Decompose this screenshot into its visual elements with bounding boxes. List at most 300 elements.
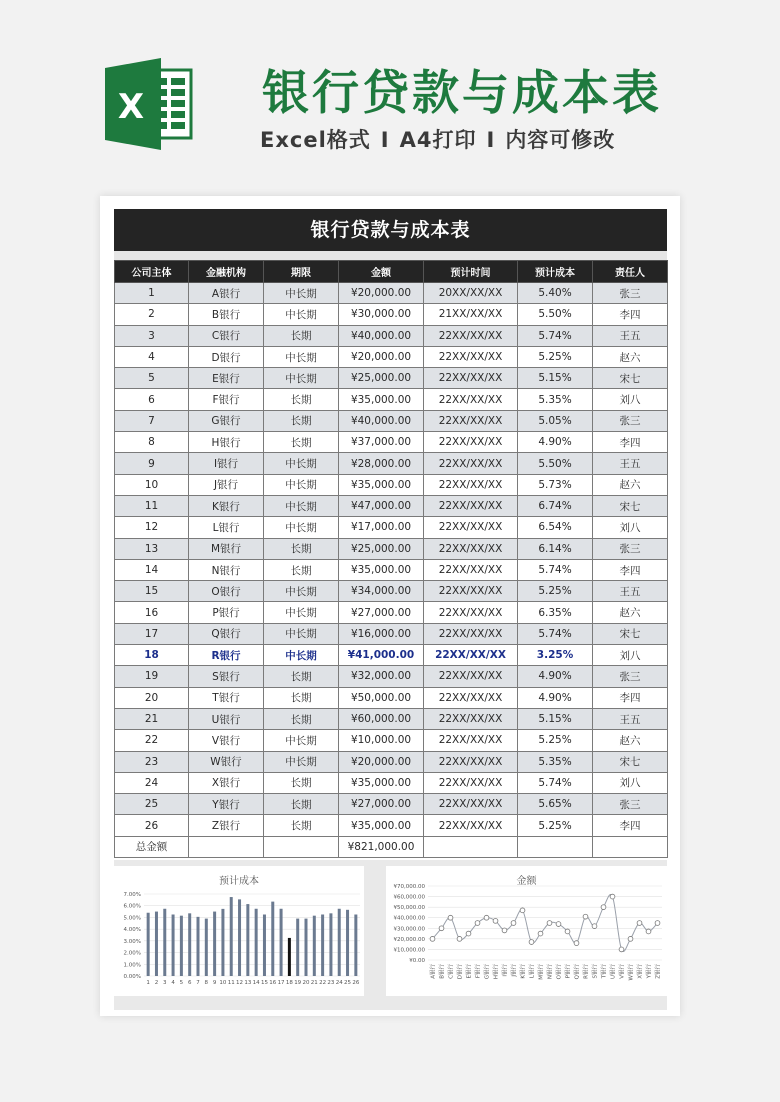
cell-cost[interactable]: 6.74% [518, 495, 593, 516]
cell-cost[interactable]: 4.90% [518, 687, 593, 708]
cell-cost[interactable]: 5.35% [518, 751, 593, 772]
cell-cost[interactable]: 5.15% [518, 708, 593, 729]
data-point[interactable] [484, 915, 489, 920]
cell-term[interactable]: 长期 [264, 325, 339, 346]
cell-cost[interactable]: 5.50% [518, 453, 593, 474]
bar[interactable] [197, 917, 200, 976]
x-tick-label: 3 [163, 980, 167, 986]
cell-date[interactable]: 20XX/XX/XX [424, 283, 518, 304]
cell-person[interactable]: 王五 [593, 708, 668, 729]
bar[interactable] [346, 910, 349, 976]
x-tick-label: A银行 [430, 964, 437, 979]
bar[interactable] [280, 909, 283, 976]
cell-bank[interactable]: P银行 [189, 602, 264, 623]
cell-amount[interactable]: ¥10,000.00 [339, 730, 424, 751]
cell-date[interactable]: 22XX/XX/XX [424, 517, 518, 538]
cell-bank[interactable]: S银行 [189, 666, 264, 687]
cell-id[interactable]: 9 [115, 453, 189, 474]
cell-date[interactable]: 22XX/XX/XX [424, 538, 518, 559]
cell-date[interactable]: 22XX/XX/XX [424, 495, 518, 516]
x-tick-label: 9 [212, 980, 217, 986]
cell-amount[interactable]: ¥60,000.00 [339, 708, 424, 729]
cell-term[interactable]: 中长期 [264, 581, 339, 602]
cell-bank[interactable]: D银行 [189, 346, 264, 367]
x-tick-label: 26 [352, 980, 360, 986]
cell-bank[interactable]: E银行 [189, 368, 264, 389]
x-tick-label: 16 [269, 980, 277, 986]
bar[interactable] [180, 916, 183, 976]
cell-person[interactable]: 王五 [593, 581, 668, 602]
data-point[interactable] [592, 924, 597, 929]
cell-term[interactable]: 中长期 [264, 495, 339, 516]
cell-cost[interactable]: 5.74% [518, 772, 593, 793]
cell-bank[interactable]: G银行 [189, 410, 264, 431]
cell-cost[interactable]: 5.40% [518, 283, 593, 304]
x-tick-label: N银行 [547, 964, 554, 980]
cell-cost[interactable]: 5.35% [518, 389, 593, 410]
svg-text:X: X [117, 87, 145, 127]
cell-date[interactable]: 22XX/XX/XX [424, 325, 518, 346]
cell-date[interactable]: 22XX/XX/XX [424, 453, 518, 474]
x-tick-label: C银行 [448, 964, 455, 979]
data-point[interactable] [556, 922, 561, 927]
cell-term[interactable]: 中长期 [264, 368, 339, 389]
cell-term[interactable]: 中长期 [264, 517, 339, 538]
cell-id[interactable]: 26 [115, 815, 189, 836]
cell-id[interactable]: 22 [115, 730, 189, 751]
data-point[interactable] [448, 915, 453, 920]
cell-bank[interactable]: Z银行 [189, 815, 264, 836]
data-point[interactable] [574, 941, 579, 946]
total-amount[interactable]: ¥821,000.00 [339, 836, 424, 857]
x-tick-label: I银行 [502, 964, 509, 977]
cell-amount[interactable]: ¥34,000.00 [339, 581, 424, 602]
cell-person[interactable]: 刘八 [593, 389, 668, 410]
table-row [115, 453, 668, 474]
cell-amount[interactable]: ¥27,000.00 [339, 794, 424, 815]
cell-person[interactable]: 赵六 [593, 474, 668, 495]
column-header: 预计时间 [424, 261, 518, 283]
cell-person[interactable]: 赵六 [593, 730, 668, 751]
data-point[interactable] [619, 947, 624, 952]
cell-term[interactable]: 长期 [264, 815, 339, 836]
empty-cell[interactable] [593, 836, 668, 857]
cell-person[interactable]: 刘八 [593, 517, 668, 538]
cell-date[interactable]: 22XX/XX/XX [424, 815, 518, 836]
cell-term[interactable]: 长期 [264, 410, 339, 431]
cell-bank[interactable]: M银行 [189, 538, 264, 559]
cell-cost[interactable]: 5.25% [518, 730, 593, 751]
cell-cost[interactable]: 5.25% [518, 815, 593, 836]
x-tick-label: 11 [227, 980, 235, 986]
cell-id[interactable]: 10 [115, 474, 189, 495]
bar[interactable] [263, 915, 266, 977]
cell-amount[interactable]: ¥37,000.00 [339, 432, 424, 453]
bar[interactable] [155, 912, 158, 976]
data-point[interactable] [466, 931, 471, 936]
cell-id[interactable]: 7 [115, 410, 189, 431]
cell-id[interactable]: 14 [115, 559, 189, 580]
bar[interactable] [213, 912, 216, 976]
bar[interactable] [296, 919, 299, 976]
data-point[interactable] [583, 914, 588, 919]
cell-cost[interactable]: 3.25% [518, 645, 593, 666]
cell-person[interactable]: 张三 [593, 666, 668, 687]
cell-amount[interactable]: ¥20,000.00 [339, 346, 424, 367]
bar[interactable] [288, 938, 291, 976]
cell-amount[interactable]: ¥30,000.00 [339, 304, 424, 325]
cell-date[interactable]: 22XX/XX/XX [424, 666, 518, 687]
cell-date[interactable]: 22XX/XX/XX [424, 708, 518, 729]
table-row [115, 772, 668, 793]
cell-date[interactable]: 22XX/XX/XX [424, 389, 518, 410]
cell-bank[interactable]: C银行 [189, 325, 264, 346]
data-point[interactable] [430, 936, 435, 941]
cell-cost[interactable]: 5.50% [518, 304, 593, 325]
x-tick-label: E银行 [466, 964, 473, 979]
bar[interactable] [163, 909, 166, 976]
cell-person[interactable]: 李四 [593, 559, 668, 580]
cell-amount[interactable]: ¥20,000.00 [339, 283, 424, 304]
cell-term[interactable]: 长期 [264, 687, 339, 708]
cell-bank[interactable]: U银行 [189, 708, 264, 729]
empty-cell[interactable] [264, 836, 339, 857]
table-row [115, 602, 668, 623]
cell-id[interactable]: 23 [115, 751, 189, 772]
cell-person[interactable]: 宋七 [593, 623, 668, 644]
cell-amount[interactable]: ¥50,000.00 [339, 687, 424, 708]
cell-cost[interactable]: 4.90% [518, 666, 593, 687]
cell-term[interactable]: 中长期 [264, 645, 339, 666]
cell-date[interactable]: 22XX/XX/XX [424, 410, 518, 431]
cell-date[interactable]: 22XX/XX/XX [424, 474, 518, 495]
cell-term[interactable]: 中长期 [264, 453, 339, 474]
chart-title: 金额 [516, 876, 537, 887]
y-tick-label: ¥20,000.00 [393, 936, 425, 943]
empty-cell[interactable] [189, 836, 264, 857]
cell-date[interactable]: 22XX/XX/XX [424, 751, 518, 772]
cell-person[interactable]: 李四 [593, 815, 668, 836]
cell-bank[interactable]: Y银行 [189, 794, 264, 815]
cell-bank[interactable]: N银行 [189, 559, 264, 580]
cell-bank[interactable]: X银行 [189, 772, 264, 793]
bar[interactable] [205, 919, 208, 976]
cell-term[interactable]: 中长期 [264, 623, 339, 644]
cell-bank[interactable]: T银行 [189, 687, 264, 708]
cell-id[interactable]: 20 [115, 687, 189, 708]
cell-term[interactable]: 中长期 [264, 474, 339, 495]
bar[interactable] [246, 904, 249, 976]
cell-cost[interactable]: 6.35% [518, 602, 593, 623]
cell-cost[interactable]: 5.74% [518, 559, 593, 580]
cell-bank[interactable]: O银行 [189, 581, 264, 602]
cell-person[interactable]: 张三 [593, 538, 668, 559]
cell-term[interactable]: 长期 [264, 389, 339, 410]
data-point[interactable] [547, 921, 552, 926]
cell-id[interactable]: 19 [115, 666, 189, 687]
data-point[interactable] [655, 921, 660, 926]
data-point[interactable] [475, 921, 480, 926]
data-point[interactable] [646, 929, 651, 934]
cell-id[interactable]: 11 [115, 495, 189, 516]
data-point[interactable] [565, 929, 570, 934]
x-tick-label: X银行 [637, 964, 644, 979]
data-point[interactable] [502, 928, 507, 933]
cell-date[interactable]: 22XX/XX/XX [424, 559, 518, 580]
cell-person[interactable]: 张三 [593, 283, 668, 304]
cell-id[interactable]: 17 [115, 623, 189, 644]
spreadsheet-paper [100, 196, 680, 1016]
data-point[interactable] [511, 921, 516, 926]
cell-id[interactable]: 8 [115, 432, 189, 453]
cell-bank[interactable]: R银行 [189, 645, 264, 666]
cell-amount[interactable]: ¥35,000.00 [339, 815, 424, 836]
cell-bank[interactable]: A银行 [189, 283, 264, 304]
cell-term[interactable]: 中长期 [264, 751, 339, 772]
data-point[interactable] [610, 894, 615, 899]
cell-cost[interactable]: 5.15% [518, 368, 593, 389]
table-row [115, 581, 668, 602]
x-tick-label: G银行 [484, 964, 491, 980]
cell-cost[interactable]: 5.25% [518, 581, 593, 602]
table-row [115, 666, 668, 687]
cell-date[interactable]: 22XX/XX/XX [424, 730, 518, 751]
cell-cost[interactable]: 5.74% [518, 623, 593, 644]
cell-date[interactable]: 21XX/XX/XX [424, 304, 518, 325]
cell-amount[interactable]: ¥28,000.00 [339, 453, 424, 474]
cell-cost[interactable]: 5.74% [518, 325, 593, 346]
cell-term[interactable]: 中长期 [264, 283, 339, 304]
cell-bank[interactable]: L银行 [189, 517, 264, 538]
cell-amount[interactable]: ¥35,000.00 [339, 772, 424, 793]
cell-bank[interactable]: Q银行 [189, 623, 264, 644]
cell-date[interactable]: 22XX/XX/XX [424, 432, 518, 453]
table-header-row [115, 261, 668, 283]
cell-bank[interactable]: H银行 [189, 432, 264, 453]
cell-term[interactable]: 中长期 [264, 346, 339, 367]
cell-amount[interactable]: ¥40,000.00 [339, 325, 424, 346]
cell-person[interactable]: 李四 [593, 304, 668, 325]
x-tick-label: B银行 [439, 964, 446, 979]
data-point[interactable] [457, 936, 462, 941]
cell-date[interactable]: 22XX/XX/XX [424, 346, 518, 367]
table-row [115, 368, 668, 389]
x-tick-label: L银行 [529, 964, 536, 979]
cell-person[interactable]: 赵六 [593, 346, 668, 367]
cell-term[interactable]: 中长期 [264, 730, 339, 751]
cell-cost[interactable]: 5.05% [518, 410, 593, 431]
x-tick-label: 14 [252, 980, 260, 986]
empty-cell[interactable] [424, 836, 518, 857]
cell-bank[interactable]: J银行 [189, 474, 264, 495]
cell-id[interactable]: 6 [115, 389, 189, 410]
cell-term[interactable]: 长期 [264, 772, 339, 793]
cell-id[interactable]: 2 [115, 304, 189, 325]
cell-date[interactable]: 22XX/XX/XX [424, 623, 518, 644]
cell-amount[interactable]: ¥17,000.00 [339, 517, 424, 538]
cell-person[interactable]: 王五 [593, 325, 668, 346]
x-tick-label: P银行 [565, 964, 572, 979]
cell-amount[interactable]: ¥41,000.00 [339, 645, 424, 666]
data-point[interactable] [601, 905, 606, 910]
cell-amount[interactable]: ¥35,000.00 [339, 474, 424, 495]
cell-amount[interactable]: ¥40,000.00 [339, 410, 424, 431]
total-row [115, 836, 668, 857]
cell-person[interactable]: 宋七 [593, 751, 668, 772]
banner-subtitle [260, 124, 615, 154]
bar[interactable] [271, 902, 274, 976]
cell-amount[interactable]: ¥32,000.00 [339, 666, 424, 687]
x-tick-label: Z银行 [655, 964, 662, 979]
cell-cost[interactable]: 5.65% [518, 794, 593, 815]
cell-id[interactable]: 21 [115, 708, 189, 729]
cell-bank[interactable]: W银行 [189, 751, 264, 772]
cell-amount[interactable]: ¥20,000.00 [339, 751, 424, 772]
cell-date[interactable]: 22XX/XX/XX [424, 368, 518, 389]
y-tick-label: 1.00% [123, 962, 141, 969]
x-tick-label: 25 [344, 980, 352, 986]
cell-person[interactable]: 王五 [593, 453, 668, 474]
cell-id[interactable]: 3 [115, 325, 189, 346]
bar[interactable] [354, 915, 357, 977]
x-tick-label: 20 [302, 980, 310, 986]
cell-id[interactable]: 25 [115, 794, 189, 815]
cell-bank[interactable]: V银行 [189, 730, 264, 751]
cell-term[interactable]: 长期 [264, 794, 339, 815]
cell-term[interactable]: 长期 [264, 708, 339, 729]
cell-cost[interactable]: 4.90% [518, 432, 593, 453]
cell-amount[interactable]: ¥47,000.00 [339, 495, 424, 516]
bar[interactable] [172, 915, 175, 977]
cell-id[interactable]: 4 [115, 346, 189, 367]
y-tick-label: ¥30,000.00 [393, 926, 425, 933]
cell-cost[interactable]: 5.73% [518, 474, 593, 495]
table-row [115, 410, 668, 431]
bar[interactable] [305, 919, 308, 976]
bar[interactable] [238, 899, 241, 976]
bar[interactable] [313, 916, 316, 976]
x-tick-label: 17 [277, 980, 285, 986]
loan-table [114, 260, 668, 858]
bar[interactable] [338, 909, 341, 976]
cell-date[interactable]: 22XX/XX/XX [424, 687, 518, 708]
cell-id[interactable]: 1 [115, 283, 189, 304]
banner [0, 0, 780, 190]
table-row [115, 815, 668, 836]
cell-cost[interactable]: 6.14% [518, 538, 593, 559]
sheet-title: 银行贷款与成本表 [114, 209, 667, 251]
bar[interactable] [221, 909, 224, 976]
cell-cost[interactable]: 5.25% [518, 346, 593, 367]
data-point[interactable] [538, 931, 543, 936]
data-point[interactable] [628, 936, 633, 941]
x-tick-label: D银行 [457, 964, 464, 980]
cell-person[interactable]: 李四 [593, 432, 668, 453]
data-point[interactable] [529, 940, 534, 945]
cell-amount[interactable]: ¥16,000.00 [339, 623, 424, 644]
column-header: 公司主体 [115, 261, 189, 283]
y-tick-label: 7.00% [123, 892, 141, 898]
cell-person[interactable]: 张三 [593, 410, 668, 431]
cell-person[interactable]: 宋七 [593, 368, 668, 389]
x-tick-label: F银行 [475, 964, 482, 979]
cell-id[interactable]: 12 [115, 517, 189, 538]
title-gap [114, 251, 667, 260]
cell-date[interactable]: 22XX/XX/XX [424, 645, 518, 666]
cell-person[interactable]: 张三 [593, 794, 668, 815]
column-header: 期限 [264, 261, 339, 283]
cell-person[interactable]: 宋七 [593, 495, 668, 516]
cell-date[interactable]: 22XX/XX/XX [424, 772, 518, 793]
table-row [115, 517, 668, 538]
cell-amount[interactable]: ¥25,000.00 [339, 368, 424, 389]
cell-bank[interactable]: B银行 [189, 304, 264, 325]
cell-bank[interactable]: F银行 [189, 389, 264, 410]
cell-id[interactable]: 24 [115, 772, 189, 793]
cell-amount[interactable]: ¥35,000.00 [339, 559, 424, 580]
cell-id[interactable]: 13 [115, 538, 189, 559]
cell-id[interactable]: 18 [115, 645, 189, 666]
y-tick-label: ¥60,000.00 [393, 894, 425, 901]
subtitle-separator: I [486, 128, 496, 152]
empty-cell[interactable] [518, 836, 593, 857]
x-tick-label: 15 [260, 980, 268, 986]
bar[interactable] [147, 913, 150, 976]
cell-term[interactable]: 长期 [264, 538, 339, 559]
line-chart-plot [386, 866, 667, 996]
data-point[interactable] [637, 921, 642, 926]
cell-term[interactable]: 长期 [264, 432, 339, 453]
table-row [115, 346, 668, 367]
table-row [115, 687, 668, 708]
subtitle-editable: 内容可修改 [505, 128, 616, 152]
x-tick-label: J银行 [511, 964, 518, 977]
cell-id[interactable]: 16 [115, 602, 189, 623]
cell-amount[interactable]: ¥25,000.00 [339, 538, 424, 559]
cell-amount[interactable]: ¥27,000.00 [339, 602, 424, 623]
table-row [115, 708, 668, 729]
cell-date[interactable]: 22XX/XX/XX [424, 794, 518, 815]
cell-id[interactable]: 15 [115, 581, 189, 602]
data-point[interactable] [520, 908, 525, 913]
data-point[interactable] [439, 926, 444, 931]
cell-date[interactable]: 22XX/XX/XX [424, 602, 518, 623]
cell-term[interactable]: 中长期 [264, 304, 339, 325]
total-label[interactable]: 总金额 [115, 836, 189, 857]
x-tick-label: 7 [196, 980, 200, 986]
cell-term[interactable]: 长期 [264, 559, 339, 580]
cell-cost[interactable]: 6.54% [518, 517, 593, 538]
cell-person[interactable]: 刘八 [593, 645, 668, 666]
cell-bank[interactable]: I银行 [189, 453, 264, 474]
bar[interactable] [321, 915, 324, 977]
bar[interactable] [188, 913, 191, 976]
cell-amount[interactable]: ¥35,000.00 [339, 389, 424, 410]
bar[interactable] [255, 909, 258, 976]
cell-date[interactable]: 22XX/XX/XX [424, 581, 518, 602]
bar[interactable] [329, 913, 332, 976]
cell-term[interactable]: 长期 [264, 666, 339, 687]
cell-term[interactable]: 中长期 [264, 602, 339, 623]
cell-bank[interactable]: K银行 [189, 495, 264, 516]
cell-person[interactable]: 赵六 [593, 602, 668, 623]
data-point[interactable] [493, 918, 498, 923]
cell-person[interactable]: 刘八 [593, 772, 668, 793]
cell-id[interactable]: 5 [115, 368, 189, 389]
x-tick-label: 12 [236, 980, 244, 986]
bar[interactable] [230, 897, 233, 976]
cell-person[interactable]: 李四 [593, 687, 668, 708]
